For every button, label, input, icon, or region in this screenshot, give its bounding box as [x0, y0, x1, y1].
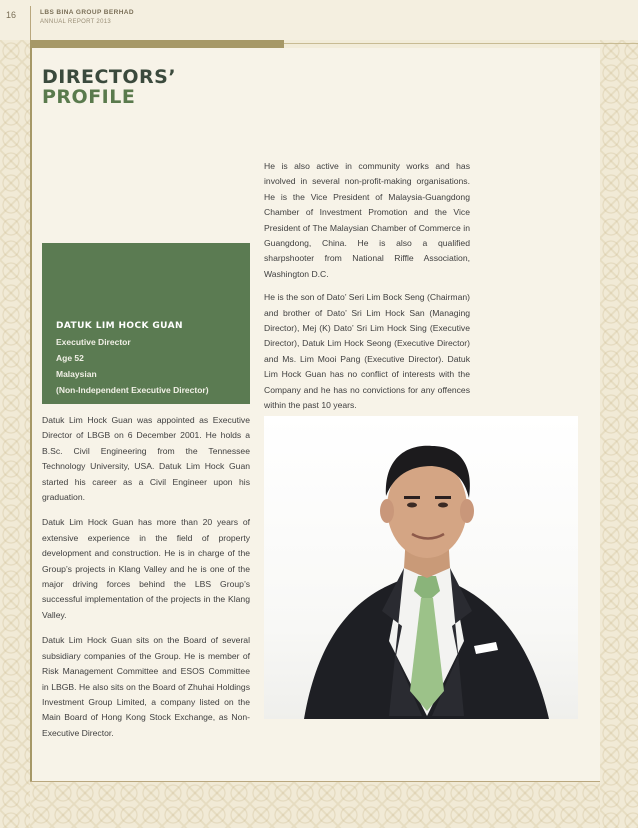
left-paragraph-3: Datuk Lim Hock Guan sits on the Board of several subsidiary companies of the Group. He is member of Risk Management Committee and ESOS Committee in LBGB. He also sits on the Board of Zhuhai Holdings Investment Group Limited, a company listed on the Main Board of Hong Kong Stock Exchange, as Non-Executive Director. [42, 635, 250, 738]
page-title-line1: DIRECTORS’ [42, 66, 177, 88]
page-title-line2: PROFILE [42, 86, 136, 108]
director-status: (Non-Independent Executive Director) [56, 385, 209, 395]
decorative-pattern-right [600, 40, 638, 828]
director-nationality: Malaysian [56, 369, 97, 379]
director-name-box [42, 243, 250, 404]
header-divider [30, 6, 31, 40]
panel-left-rule [30, 48, 32, 782]
director-role: Executive Director [56, 337, 131, 347]
decorative-pattern-left [0, 40, 30, 828]
director-age: Age 52 [56, 353, 84, 363]
header-thin-line [284, 43, 638, 44]
director-name: DATUK LIM HOCK GUAN [56, 321, 183, 331]
right-paragraph-2: He is the son of Dato’ Seri Lim Bock Seng (Chairman) and brother of Dato’ Sri Lim Hock San (Managing Director), Mej (K) Dato’ Sri Lim Hock Sing (Executive Director), Datuk Lim Hock Seong (Executive Director) and Ms. Lim Mooi Pang (Executive Director). Datuk Lim Hock Guan has no conflict of interests with the Company and he has no convictions for any offences within the past 10 years. [264, 292, 470, 411]
left-paragraph-2: Datuk Lim Hock Guan has more than 20 years of extensive experience in the field of property development and construction. He is in charge of the Group’s projects in Klang Valley and he is one of the major driving forces behind the LBS Group’s successful implementation of the projects in the Klang Valley. [42, 517, 250, 620]
right-paragraph-1: He is also active in community works and has involved in several non-profit-making organisations. He is the Vice President of Malaysia-Guangdong Chamber of Investment Promotion and the Vice President of The Malaysian Chamber of Commerce in Guangdong, China. He is also a qualified sharpshooter from National Riffle Association, Washington D.C. [264, 161, 470, 279]
left-paragraph-1: Datuk Lim Hock Guan was appointed as Executive Director of LBGB on 6 December 2001. He holds a B.Sc. Civil Engineering from the Tennessee Technology University, USA. Datuk Lim Hock Guan started his career as a Civil Engineer upon his graduation. [42, 415, 250, 503]
panel-bottom-rule [30, 781, 600, 782]
decorative-pattern-bottom [30, 782, 600, 828]
company-name: LBS BINA GROUP BERHAD [40, 9, 134, 16]
portrait-illustration [264, 416, 578, 719]
left-column [42, 413, 250, 741]
header-accent-bar [30, 40, 284, 48]
director-portrait-photo [264, 416, 578, 719]
page-number: 16 [6, 10, 17, 20]
report-name: ANNUAL REPORT 2013 [40, 19, 111, 25]
right-column [264, 159, 470, 414]
